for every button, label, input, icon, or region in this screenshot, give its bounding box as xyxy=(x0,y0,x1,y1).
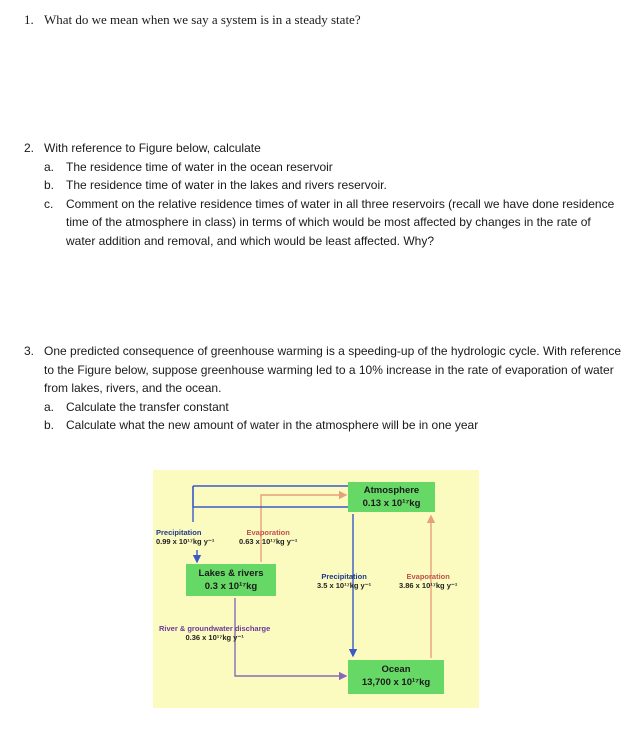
sub-question-text: Calculate what the new amount of water in the atmosphere will be in one year xyxy=(66,418,479,432)
sub-question-letter: c. xyxy=(44,196,54,211)
sub-question-list xyxy=(24,398,622,435)
sub-question xyxy=(24,158,622,177)
precipitation-ocean-label xyxy=(317,572,371,590)
sub-question-list xyxy=(24,158,622,251)
sub-question-text: The residence time of water in the ocean reservoir xyxy=(66,159,333,174)
question-2 xyxy=(24,139,622,250)
question-3 xyxy=(24,342,622,435)
evaporation-lakes-label xyxy=(239,528,297,546)
flux-name: Evaporation xyxy=(246,528,290,537)
flux-value: 0.63 x 10¹⁷kg y⁻¹ xyxy=(239,537,298,546)
flux-value: 3.86 x 10¹⁷kg y⁻¹ xyxy=(399,581,458,590)
question-1 xyxy=(24,12,361,28)
precipitation-lakes-arrow xyxy=(193,486,348,507)
question-stem: With reference to Figure below, calculate xyxy=(44,141,261,155)
sub-question-letter: a. xyxy=(44,399,55,414)
sub-question-text: The residence time of water in the lakes and rivers reservoir. xyxy=(66,178,387,192)
reservoir-name: Atmosphere xyxy=(363,485,420,496)
flux-name: River & groundwater discharge xyxy=(159,624,271,633)
sub-question-letter: a. xyxy=(44,159,55,174)
evaporation-ocean-label xyxy=(399,572,457,590)
question-number: 3. xyxy=(24,344,35,358)
sub-question-text: Comment on the relative residence times of water in all three reservoirs (recall we have done residence time of the atmosphere in class) in terms of which would be most affected by changes in the rate of water addition and removal, and which would be least affected. Why? xyxy=(66,196,615,248)
atmosphere-reservoir xyxy=(348,482,435,512)
precipitation-lakes-label xyxy=(156,528,214,546)
sub-question xyxy=(24,398,622,417)
question-text: What do we mean when we say a system is in a steady state? xyxy=(44,12,361,27)
discharge-label xyxy=(159,624,270,642)
flux-name: Evaporation xyxy=(406,572,450,581)
lakes-rivers-reservoir xyxy=(186,564,276,596)
sub-question-text: Calculate the transfer constant xyxy=(66,399,229,414)
reservoir-name: Ocean xyxy=(381,664,411,675)
sub-question xyxy=(24,195,622,251)
flux-value: 0.99 x 10¹⁷kg y⁻¹ xyxy=(156,537,215,546)
flux-value: 3.5 x 10¹⁷kg y⁻¹ xyxy=(317,581,372,590)
reservoir-value: 0.3 x 10¹⁷kg xyxy=(204,581,258,592)
sub-question xyxy=(24,176,622,195)
sub-question-letter: b. xyxy=(44,418,55,432)
flux-value: 0.36 x 10¹⁷kg y⁻¹ xyxy=(185,633,244,642)
reservoir-name: Lakes & rivers xyxy=(198,568,264,579)
sub-question xyxy=(24,416,622,435)
reservoir-value: 13,700 x 10¹⁷kg xyxy=(361,677,431,688)
question-number: 1. xyxy=(24,12,34,27)
flux-name: Precipitation xyxy=(156,528,202,537)
ocean-reservoir xyxy=(348,660,444,694)
question-stem: One predicted consequence of greenhouse warming is a speeding-up of the hydrologic cycle. With reference to the Figure below, suppose greenhouse warming led to a 10% increase in the rate of evaporation of water from lakes, rivers, and the ocean. xyxy=(44,344,622,395)
sub-question-letter: b. xyxy=(44,178,55,192)
question-number: 2. xyxy=(24,141,35,155)
hydrologic-cycle-figure xyxy=(153,470,479,708)
flux-name: Precipitation xyxy=(321,572,367,581)
reservoir-value: 0.13 x 10¹⁷kg xyxy=(362,498,421,509)
